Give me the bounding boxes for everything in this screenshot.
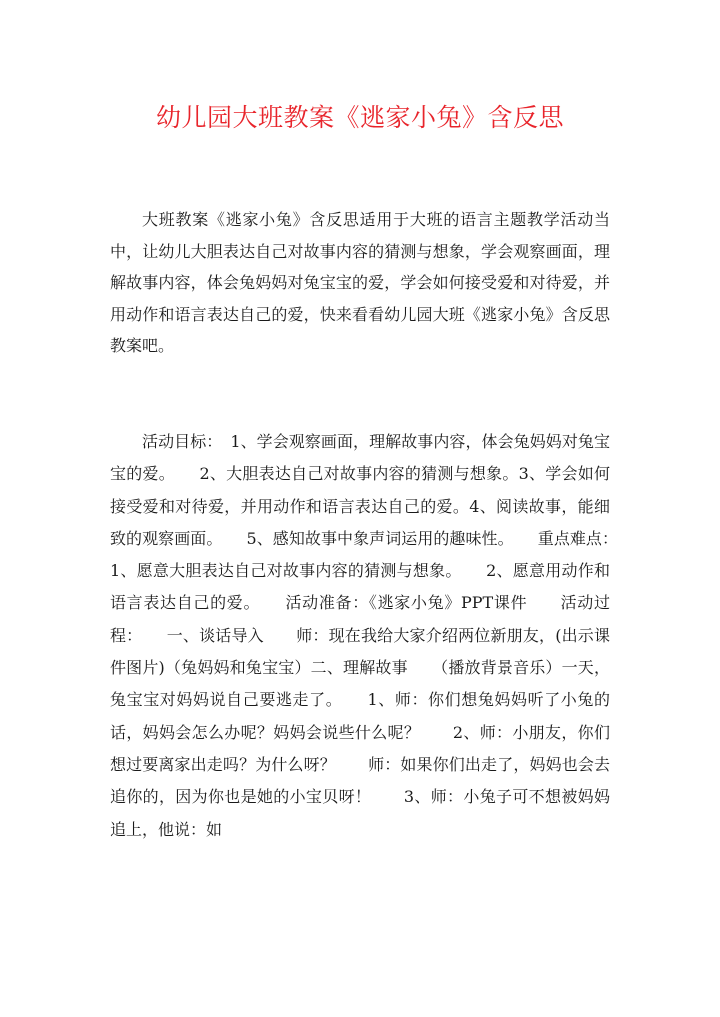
document-title: 幼儿园大班教案《逃家小兔》含反思 — [155, 103, 564, 132]
intro-paragraph: 大班教案《逃家小兔》含反思适用于大班的语言主题教学活动当中，让幼儿大胆表达自己对故事内容的猜测与想象，学会观察画面，理解故事内容，体会兔妈妈对兔宝宝的爱，学会如何接受爱和对待爱，并用动作和语言表达自己的爱，快来看看幼儿园大班《逃家小兔》含反思教案吧。 — [110, 210, 610, 355]
lesson-content-paragraph: 活动目标： 1、学会观察画面，理解故事内容，体会兔妈妈对兔宝宝的爱。 2、大胆表达自己对故事内容的猜测与想象。3、学会如何接受爱和对待爱，并用动作和语言表达自己的爱。4、阅读故事，能细致的观察画面。 5、感知故事中象声词运用的趣味性。 重点难点： 1、愿意大胆表达自己对故事内容的猜测与想象。 2、愿意用动作和语言表达自己的爱。 活动准备：《逃家小兔》PPT课件 活动过程： 一、谈话导入 师：现在我给大家介绍两位新朋友，(出示课件图片)（兔妈妈和兔宝宝）二、理解故事 （播放背景音乐）一天，兔宝宝对妈妈说自己要逃走了。 1、师：你们想兔妈妈听了小兔的话，妈妈会怎么办呢？妈妈会说些什么呢？ 2、师：小朋友，你们想过要离家出走吗？为什么呀？ 师：如果你们出走了，妈妈也会去追你的，因为你也是她的小宝贝呀！ 3、师：小兔子可不想被妈妈追上，他说：如 — [110, 432, 643, 839]
